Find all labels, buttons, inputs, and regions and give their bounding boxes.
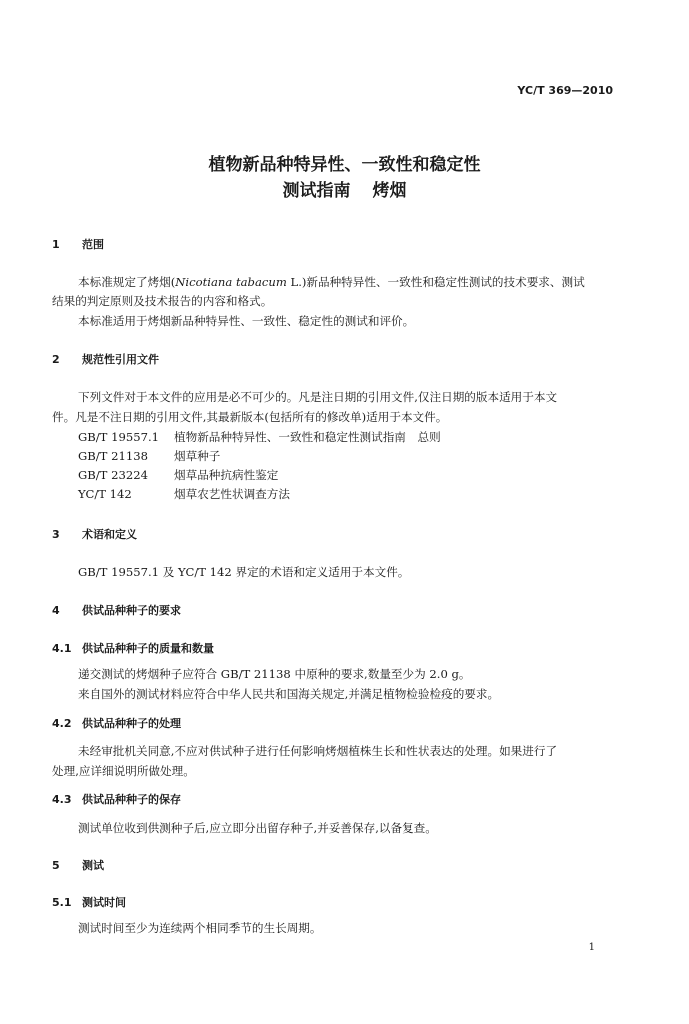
section-heading-1: [52, 236, 104, 252]
section-title: 供试品种种子的质量和数量: [82, 642, 214, 655]
title-part-crop: 烤烟: [372, 181, 407, 201]
reference-code: GB/T 23224: [78, 468, 148, 482]
paragraph-normative-1: 下列文件对于本文件的应用是必不可少的。凡是注日期的引用文件,仅注日期的版本适用于本文: [78, 390, 558, 404]
section-heading-5: [52, 857, 104, 873]
section-number: 5.1: [52, 896, 72, 909]
section-title: 供试品种种子的保存: [82, 793, 181, 806]
paragraph-seed-quality-1: 递交测试的烤烟种子应符合 GB/T 21138 中原种的要求,数量至少为 2.0 g。: [78, 667, 471, 681]
reference-title: 烟草品种抗病性鉴定: [174, 468, 279, 482]
section-title: 术语和定义: [82, 528, 137, 541]
section-title: 供试品种种子的要求: [82, 604, 181, 617]
paragraph-scope-1: [78, 274, 585, 290]
paragraph-seed-quality-2: 来自国外的测试材料应符合中华人民共和国海关规定,并满足植物检验检疫的要求。: [78, 687, 500, 701]
section-number: 2: [52, 353, 60, 366]
subsection-heading-4-2: [52, 715, 181, 731]
reference-code: GB/T 19557.1: [78, 430, 160, 444]
reference-code: GB/T 21138: [78, 449, 148, 463]
latin-name: Nicotiana tabacum: [175, 275, 287, 289]
section-number: 4.1: [52, 642, 72, 655]
paragraph-scope-2: 本标准适用于烤烟新品种特异性、一致性、稳定性的测试和评价。: [78, 314, 415, 328]
reference-item: [78, 429, 441, 445]
subsection-heading-4-3: [52, 791, 181, 807]
section-title: 范围: [82, 238, 104, 251]
paragraph-seed-treatment-cont: 处理,应详细说明所做处理。: [52, 764, 195, 778]
paragraph-test-period: 测试时间至少为连续两个相同季节的生长周期。: [78, 921, 322, 935]
reference-code: YC/T 142: [78, 487, 132, 501]
section-heading-4: [52, 602, 181, 618]
section-heading-3: [52, 526, 137, 542]
section-number: 4: [52, 604, 60, 617]
section-heading-2: [52, 351, 159, 367]
section-title: 测试时间: [82, 896, 126, 909]
section-title: 规范性引用文件: [82, 353, 159, 366]
reference-title: 烟草种子: [174, 449, 221, 463]
section-number: 4.3: [52, 793, 72, 806]
subsection-heading-4-1: [52, 640, 214, 656]
subsection-heading-5-1: [52, 894, 126, 910]
section-title: 供试品种种子的处理: [82, 717, 181, 730]
reference-title: 植物新品种特异性、一致性和稳定性测试指南 总则: [174, 430, 441, 444]
title-part-guide: 测试指南: [282, 181, 351, 201]
text-run: 本标准规定了烤烟(: [78, 275, 176, 289]
reference-item: [78, 486, 290, 502]
reference-item: [78, 448, 220, 464]
section-number: 3: [52, 528, 60, 541]
reference-title: 烟草农艺性状调查方法: [174, 487, 290, 501]
standard-number: YC/T 369—2010: [517, 84, 613, 97]
reference-item: [78, 467, 278, 483]
section-number: 4.2: [52, 717, 72, 730]
paragraph-terms: GB/T 19557.1 及 YC/T 142 界定的术语和定义适用于本文件。: [78, 565, 410, 579]
paragraph-seed-storage: 测试单位收到供测种子后,应立即分出留存种子,并妥善保存,以备复查。: [78, 821, 437, 835]
page-number: 1: [588, 942, 595, 953]
document-title-line2: [0, 176, 689, 201]
text-run: L.)新品种特异性、一致性和稳定性测试的技术要求、测试: [286, 275, 585, 289]
paragraph-normative-1-cont: 件。凡是不注日期的引用文件,其最新版本(包括所有的修改单)适用于本文件。: [52, 410, 448, 424]
paragraph-scope-1-cont: 结果的判定原则及技术报告的内容和格式。: [52, 294, 273, 308]
section-number: 5: [52, 859, 60, 872]
document-title-line1: 植物新品种特异性、一致性和稳定性: [208, 155, 481, 175]
section-number: 1: [52, 238, 60, 251]
section-title: 测试: [82, 859, 104, 872]
paragraph-seed-treatment: 未经审批机关同意,不应对供试种子进行任何影响烤烟植株生长和性状表达的处理。如果进行了: [78, 744, 558, 758]
